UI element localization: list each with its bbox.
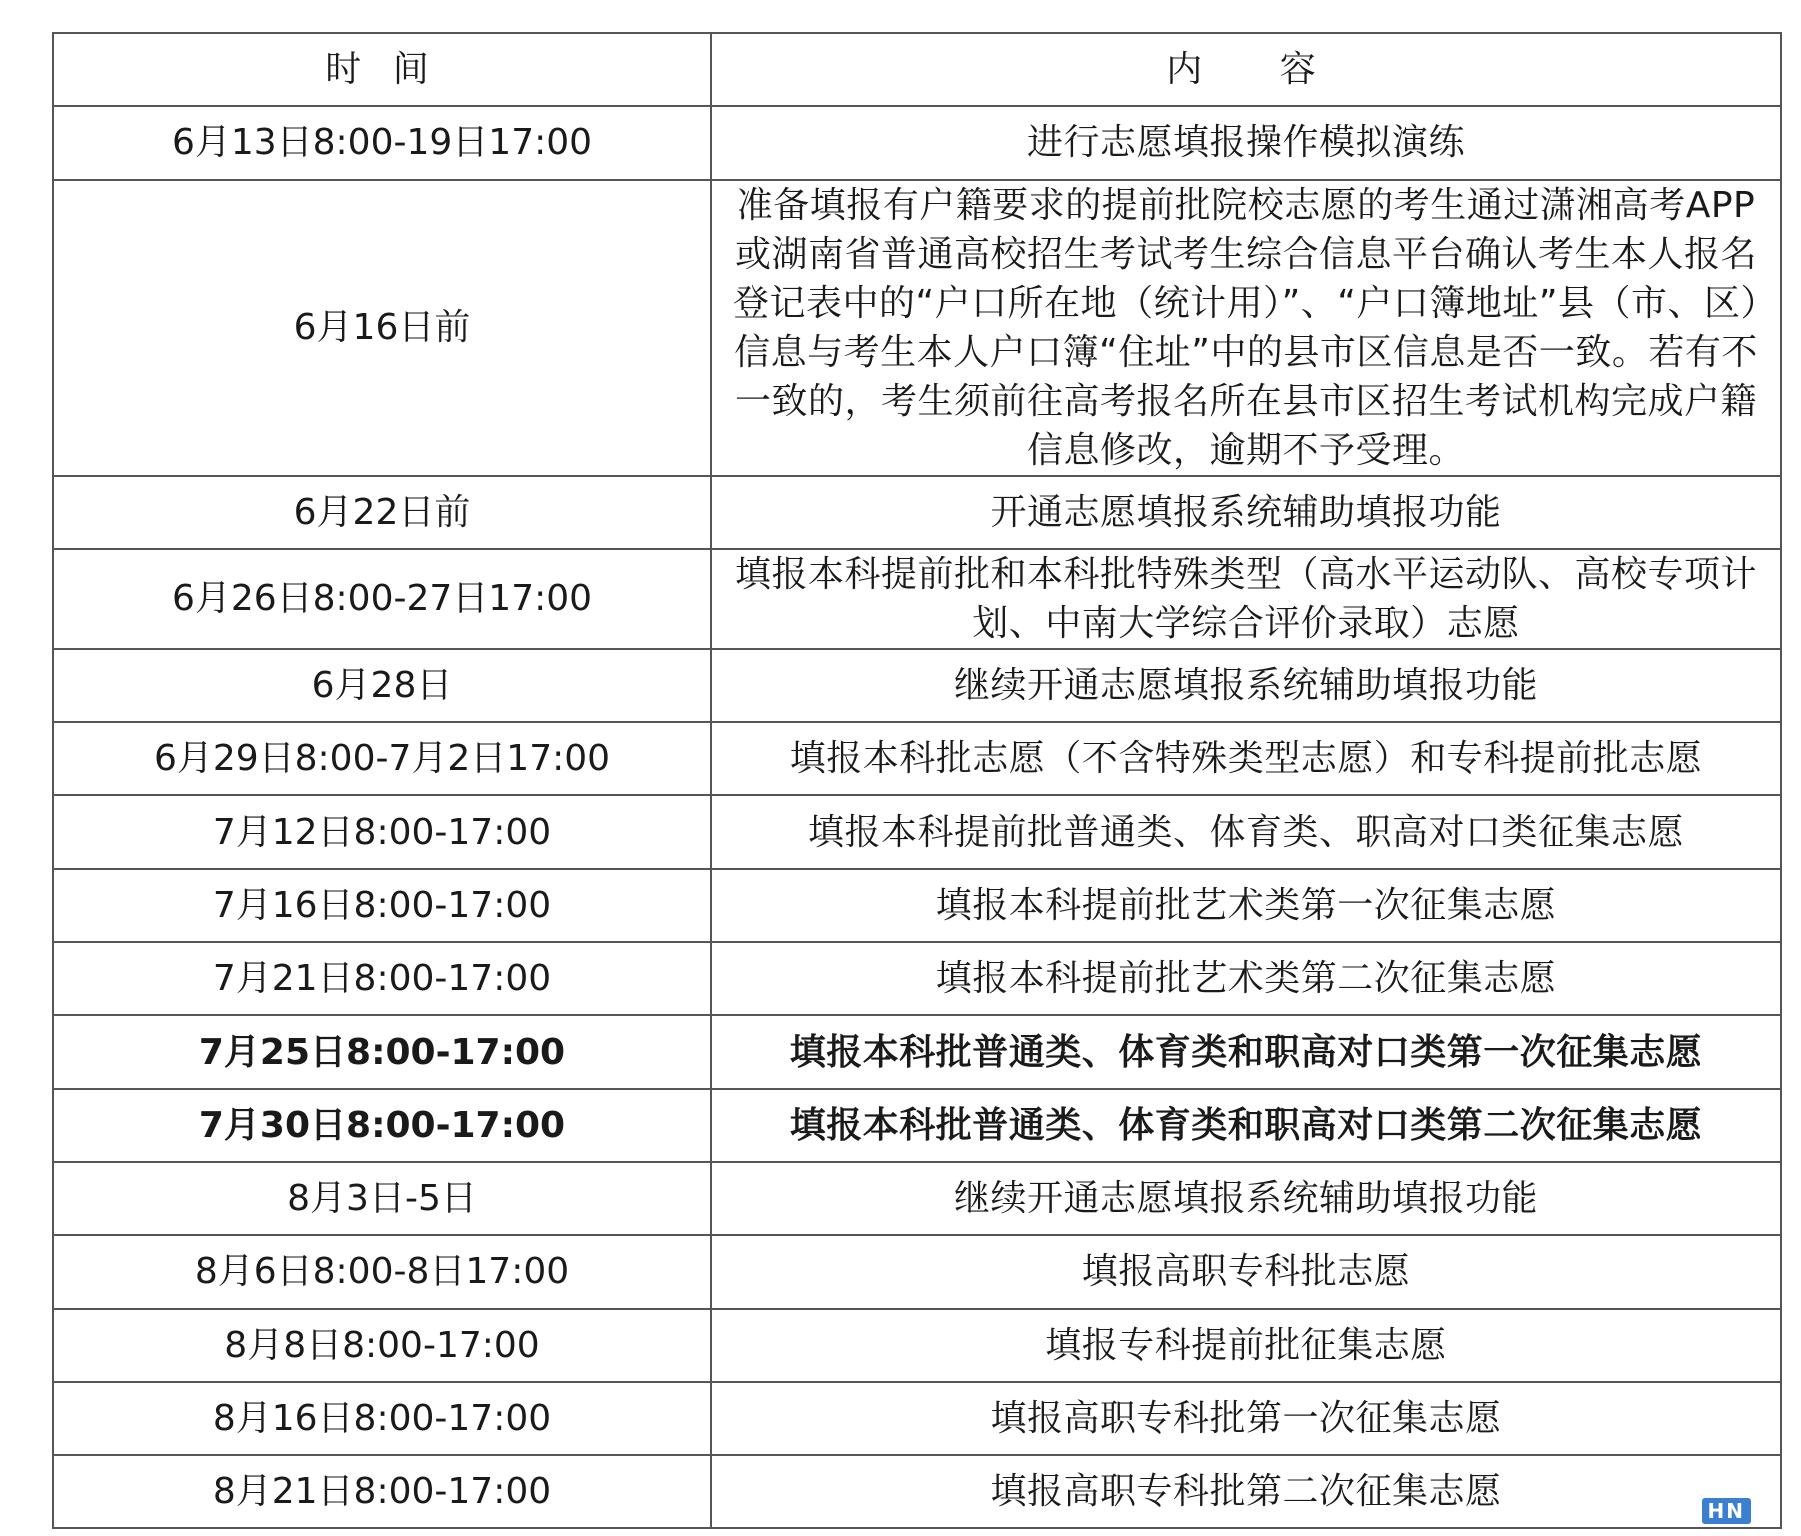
time-cell: 6月26日8:00-27日17:00	[53, 549, 711, 649]
content-cell: 填报本科批志愿（不含特殊类型志愿）和专科提前批志愿	[711, 722, 1781, 795]
header-time: 时 间	[53, 33, 711, 106]
time-cell: 6月28日	[53, 649, 711, 722]
table-row	[53, 1309, 1781, 1382]
watermark-logo: HN	[1702, 1498, 1751, 1524]
table-row	[53, 180, 1781, 476]
time-cell: 7月21日8:00-17:00	[53, 942, 711, 1015]
content-cell: 填报高职专科批第一次征集志愿	[711, 1382, 1781, 1455]
time-cell: 7月12日8:00-17:00	[53, 795, 711, 868]
table-row	[53, 795, 1781, 868]
content-cell: 填报专科提前批征集志愿	[711, 1309, 1781, 1382]
table-header-row	[53, 33, 1781, 106]
table-row	[53, 106, 1781, 179]
table-row	[53, 549, 1781, 649]
table-row	[53, 649, 1781, 722]
content-cell: 继续开通志愿填报系统辅助填报功能	[711, 1162, 1781, 1235]
content-cell: 填报本科批普通类、体育类和职高对口类第一次征集志愿	[711, 1015, 1781, 1088]
time-cell: 8月8日8:00-17:00	[53, 1309, 711, 1382]
table-row	[53, 476, 1781, 549]
content-cell: 填报本科批普通类、体育类和职高对口类第二次征集志愿	[711, 1089, 1781, 1162]
table-row	[53, 869, 1781, 942]
content-cell: 填报高职专科批第二次征集志愿	[711, 1455, 1781, 1528]
table-row	[53, 1455, 1781, 1528]
time-cell: 6月13日8:00-19日17:00	[53, 106, 711, 179]
time-cell: 8月3日-5日	[53, 1162, 711, 1235]
time-cell: 8月16日8:00-17:00	[53, 1382, 711, 1455]
time-cell: 6月16日前	[53, 180, 711, 476]
table-row	[53, 1089, 1781, 1162]
content-cell: 开通志愿填报系统辅助填报功能	[711, 476, 1781, 549]
schedule-table-container	[52, 32, 1780, 1529]
time-cell: 6月29日8:00-7月2日17:00	[53, 722, 711, 795]
table-row	[53, 1235, 1781, 1308]
content-cell: 准备填报有户籍要求的提前批院校志愿的考生通过潇湘高考APP或湖南省普通高校招生考试考生综合信息平台确认考生本人报名登记表中的“户口所在地（统计用）”、“户口簿地址”县（市、区）信息与考生本人户口簿“住址”中的县市区信息是否一致。若有不一致的，考生须前往高考报名所在县市区招生考试机构完成户籍信息修改，逾期不予受理。	[711, 180, 1781, 476]
content-cell: 填报高职专科批志愿	[711, 1235, 1781, 1308]
content-cell: 继续开通志愿填报系统辅助填报功能	[711, 649, 1781, 722]
time-cell: 8月21日8:00-17:00	[53, 1455, 711, 1528]
content-cell: 填报本科提前批艺术类第二次征集志愿	[711, 942, 1781, 1015]
table-row	[53, 722, 1781, 795]
time-cell: 6月22日前	[53, 476, 711, 549]
time-cell: 8月6日8:00-8日17:00	[53, 1235, 711, 1308]
content-cell: 填报本科提前批和本科批特殊类型（高水平运动队、高校专项计划、中南大学综合评价录取）志愿	[711, 549, 1781, 649]
table-row	[53, 1162, 1781, 1235]
time-cell: 7月30日8:00-17:00	[53, 1089, 711, 1162]
table-row	[53, 1382, 1781, 1455]
time-cell: 7月16日8:00-17:00	[53, 869, 711, 942]
schedule-table	[52, 32, 1782, 1529]
time-cell: 7月25日8:00-17:00	[53, 1015, 711, 1088]
table-row	[53, 1015, 1781, 1088]
content-cell: 进行志愿填报操作模拟演练	[711, 106, 1781, 179]
content-cell: 填报本科提前批艺术类第一次征集志愿	[711, 869, 1781, 942]
header-content: 内 容	[711, 33, 1781, 106]
content-cell: 填报本科提前批普通类、体育类、职高对口类征集志愿	[711, 795, 1781, 868]
table-row	[53, 942, 1781, 1015]
